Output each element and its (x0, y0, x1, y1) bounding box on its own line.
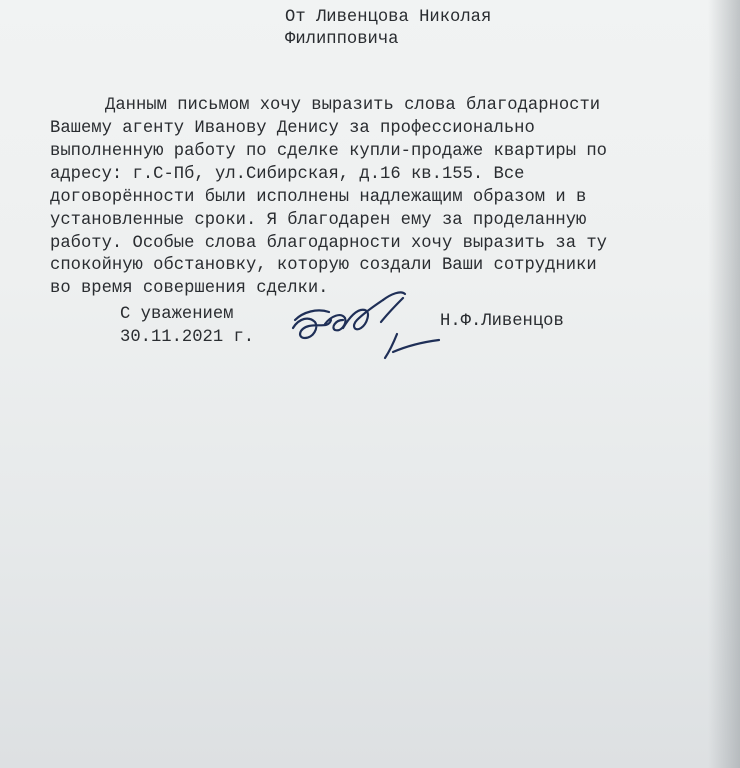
sender-line-2: Филипповича (285, 30, 399, 49)
body-line-3: выполненную работу по сделке купли-продаже квартиры по (50, 142, 607, 161)
body-line-9: во время совершения сделки. (50, 279, 329, 298)
sender-line-1: От Ливенцова Николая (285, 8, 492, 27)
closing-date: 30.11.2021 г. (120, 328, 255, 347)
signer-name: Н.Ф.Ливенцов (440, 312, 564, 331)
body-line-6: установленные сроки. Я благодарен ему за проделанную (50, 211, 587, 230)
body-line-7: работу. Особые слова благодарности хочу выразить за ту (50, 234, 607, 253)
body-line-5: договорённости были исполнены надлежащим образом и в (50, 188, 587, 207)
handwritten-signature (285, 282, 445, 372)
body-line-4: адресу: г.С-Пб, ул.Сибирская, д.16 кв.155. Все (50, 165, 525, 184)
body-line-2: Вашему агенту Иванову Денису за профессионально (50, 119, 535, 138)
body-line-8: спокойную обстановку, которую создали Ваши сотрудники (50, 256, 597, 275)
body-line-1: Данным письмом хочу выразить слова благодарности (105, 96, 601, 115)
closing-regards: С уважением (120, 305, 234, 324)
